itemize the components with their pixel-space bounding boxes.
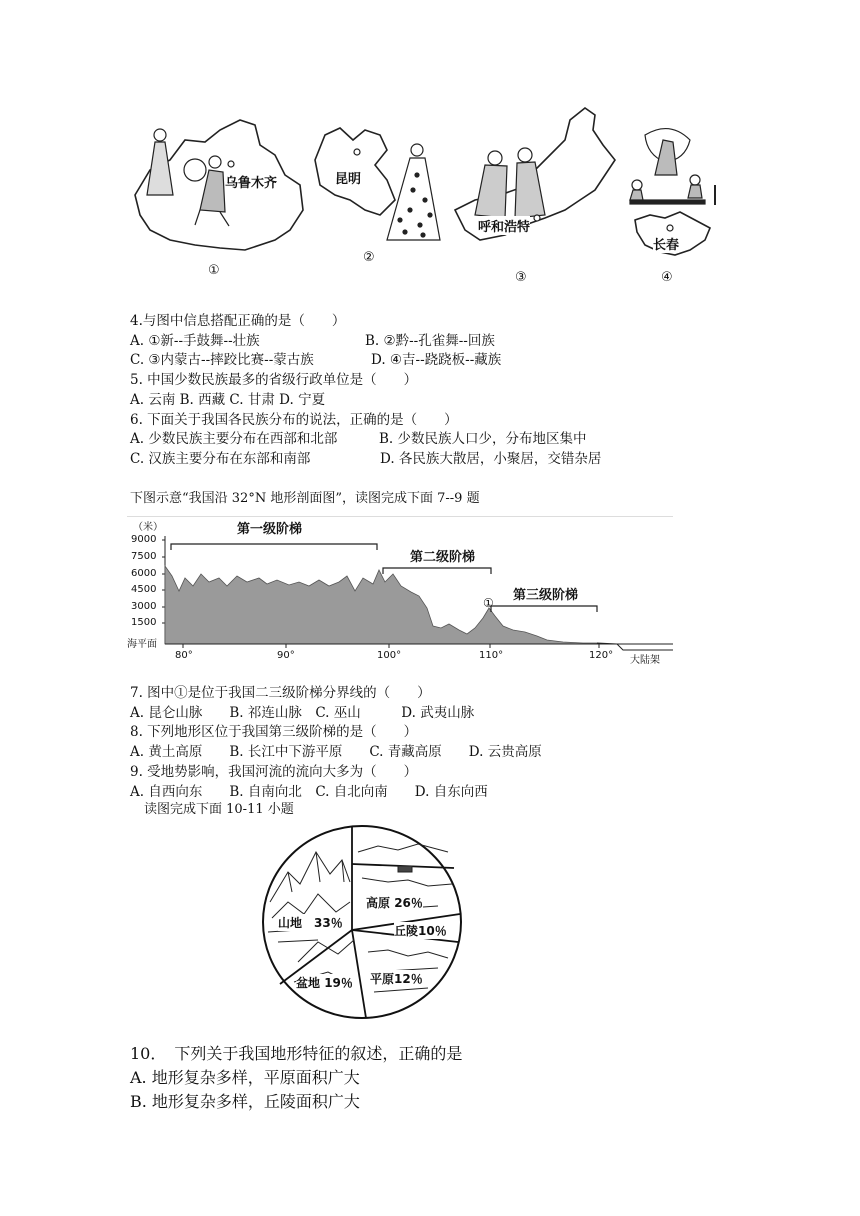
ethnic-maps-figure	[125, 100, 725, 290]
section3-intro: 读图完成下面 10-11 小题	[144, 802, 294, 817]
q6-stem: 6. 下面关于我国各民族分布的说法，正确的是（ ）	[130, 412, 458, 428]
map-city-changchun: 长春	[653, 234, 679, 253]
profile-unit: （米）	[133, 522, 163, 533]
pie-label-pendi	[296, 974, 353, 991]
profile-xtick-80: 80°	[175, 650, 193, 661]
profile-ytick-7500: 7500	[131, 551, 157, 562]
terrain-profile-figure	[127, 516, 673, 664]
pie-pendi-name: 盆地	[296, 976, 321, 990]
q6-option-a: A. 少数民族主要分布在西部和北部	[130, 431, 338, 447]
q9-options: A. 自西向东 B. 自南向北 C. 自北向南 D. 自东向西	[130, 784, 488, 800]
map-city-urumqi: 乌鲁木齐	[225, 172, 277, 191]
map-number-3: ③	[515, 270, 527, 285]
profile-shelf-label: 大陆架	[630, 655, 660, 666]
q7-options: A. 昆仑山脉 B. 祁连山脉 C. 巫山 D. 武夷山脉	[130, 705, 475, 721]
map-number-4: ④	[661, 270, 673, 285]
profile-step2-label: 第二级阶梯	[410, 550, 476, 565]
q4-stem: 4.与图中信息搭配正确的是（ ）	[130, 313, 346, 329]
q4-option-c: C. ③内蒙古--摔跤比赛--蒙古族	[130, 352, 314, 368]
q4-option-b: B. ②黔--孔雀舞--回族	[365, 333, 495, 349]
map-city-kunming: 昆明	[335, 168, 361, 187]
profile-ytick-4500: 4500	[131, 584, 157, 595]
terrain-profile-area	[165, 566, 597, 644]
profile-basin-line2: 盆地	[451, 611, 473, 624]
profile-basin-line1: 四川	[451, 596, 473, 609]
profile-sea-level: 海平面	[127, 639, 157, 650]
q4-option-d: D. ④吉--跷跷板--藏族	[371, 352, 502, 368]
map-city-hohhot: 呼和浩特	[478, 216, 530, 235]
terrain-pie-figure	[258, 822, 468, 1022]
q6-option-d: D. 各民族大散居，小聚居，交错杂居	[380, 451, 602, 467]
q6-option-b: B. 少数民族人口少，分布地区集中	[379, 431, 587, 447]
pie-qiuling-pct: 10％	[418, 924, 447, 938]
profile-xtick-110: 110°	[479, 650, 504, 661]
q8-options: A. 黄土高原 B. 长江中下游平原 C. 青藏高原 D. 云贵高原	[130, 744, 542, 760]
map-number-2: ②	[363, 250, 375, 265]
profile-xtick-100: 100°	[377, 650, 402, 661]
q4-option-a: A. ①新--手鼓舞--壮族	[130, 333, 260, 349]
q5-stem: 5. 中国少数民族最多的省级行政单位是（ ）	[130, 372, 418, 388]
q7-stem: 7. 图中①是位于我国二三级阶梯分界线的（ ）	[130, 685, 431, 701]
pie-label-gaoyuan	[366, 894, 423, 911]
terrain-profile-chart	[127, 516, 673, 664]
profile-xtick-120: 120°	[589, 650, 614, 661]
pie-gaoyuan-name: 高原	[366, 896, 391, 910]
pie-gaoyuan-pct: 26％	[394, 896, 423, 910]
profile-marker-1: ①	[483, 596, 494, 610]
ethnic-maps-drawing	[125, 100, 725, 290]
pie-label-qiuling	[394, 922, 447, 939]
q10-option-b: B. 地形复杂多样，丘陵面积广大	[130, 1092, 360, 1111]
pie-label-shandi	[278, 914, 343, 931]
pie-pendi-pct: 19％	[324, 976, 353, 990]
profile-ytick-3000: 3000	[131, 601, 157, 612]
q8-stem: 8. 下列地形区位于我国第三级阶梯的是（ ）	[130, 724, 418, 740]
q10-option-a: A. 地形复杂多样，平原面积广大	[130, 1068, 360, 1087]
pie-qiuling-name: 丘陵	[394, 924, 419, 938]
pie-label-pingyuan	[370, 970, 423, 987]
profile-xtick-90: 90°	[277, 650, 295, 661]
profile-ytick-9000: 9000	[131, 534, 157, 545]
q9-stem: 9. 受地势影响，我国河流的流向大多为（ ）	[130, 764, 418, 780]
q6-option-c: C. 汉族主要分布在东部和南部	[130, 451, 311, 467]
q10-stem: 10． 下列关于我国地形特征的叙述，正确的是	[130, 1044, 463, 1063]
pie-shandi-name: 山地	[278, 916, 303, 930]
profile-step1-label: 第一级阶梯	[237, 518, 302, 537]
pie-pingyuan-name: 平原	[370, 972, 395, 986]
q5-options: A. 云南 B. 西藏 C. 甘肃 D. 宁夏	[130, 392, 326, 408]
profile-ytick-6000: 6000	[131, 568, 157, 579]
pie-shandi-pct: 33％	[314, 916, 343, 930]
profile-step3-label: 第三级阶梯	[513, 588, 579, 603]
pie-pingyuan-pct: 12％	[394, 972, 423, 986]
profile-ytick-1500: 1500	[131, 617, 157, 628]
map-number-1: ①	[208, 263, 220, 278]
section2-intro: 下图示意“我国沿 32°N 地形剖面图”，读图完成下面 7--9 题	[130, 491, 480, 506]
